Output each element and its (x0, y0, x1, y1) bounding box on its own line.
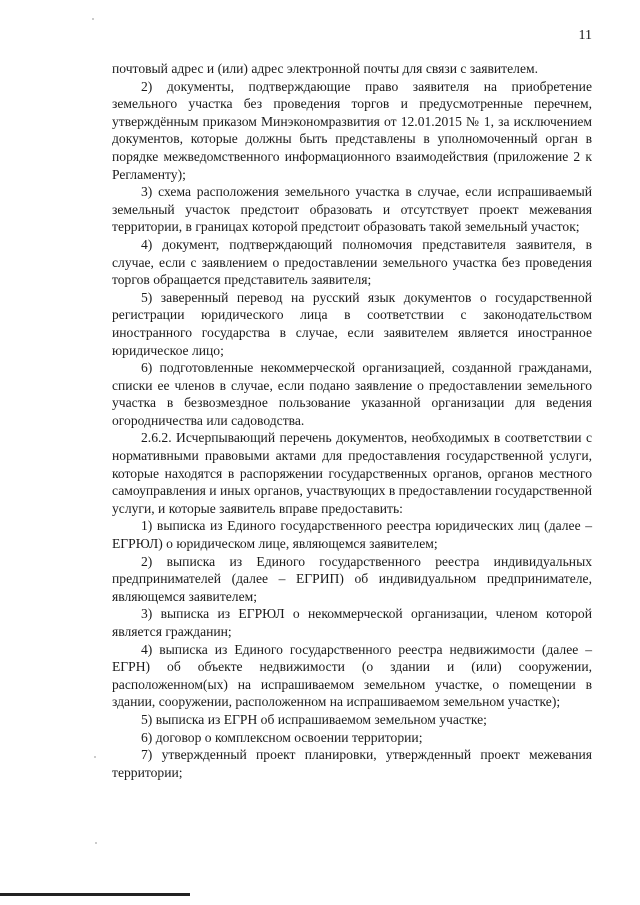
paragraph-egrul-nonprofit: 3) выписка из ЕГРЮЛ о некоммерческой организации, членом которой является гражданин; (112, 606, 592, 639)
scan-speck (92, 18, 94, 20)
paragraph-territory-agreement: 6) договор о комплексном освоении территории; (141, 729, 423, 745)
document-body (112, 60, 592, 781)
paragraph-item-5-translation: 5) заверенный перевод на русский язык документов о государственной регистрации юридического лица в соответствии с законодательством иностранного государства в случае, если заявителем является иностранное юридическое лицо; (112, 289, 592, 358)
paragraph-egrn-land: 5) выписка из ЕГРН об испрашиваемом земельном участке; (141, 711, 487, 727)
paragraph-planning-project: 7) утвержденный проект планировки, утвержденный проект межевания территории; (112, 747, 592, 780)
paragraph-item-2-documents: 2) документы, подтверждающие право заявителя на приобретение земельного участка без проведения торгов и предусмотренные перечнем, утверждённым приказом Минэкономразвития от 12.01.2015 № 1, за исключением документов, которые должны быть представлены в уполномоченный орган в порядке межведомственного информационного взаимодействия (приложение 2 к Регламенту); (112, 78, 592, 182)
footer-divider (0, 893, 190, 896)
paragraph-item-3-scheme: 3) схема расположения земельного участка в случае, если испрашиваемый земельный участок предстоит образовать и отсутствует проект межевания территории, в границах которой предстоит образовать такой земельный участок; (112, 184, 592, 235)
paragraph-egrn-building: 4) выписка из Единого государственного реестра недвижимости (далее – ЕГРН) об объекте недвижимости (о здании и (или) сооружении, расположенном(ых) на испрашиваемом земельном участке, о помещении в здании, сооружении, расположенном на испрашиваемом земельном участке); (112, 641, 592, 710)
paragraph-egrul-extract: 1) выписка из Единого государственного реестра юридических лиц (далее – ЕГРЮЛ) о юридическом лице, являющемся заявителем; (112, 518, 592, 552)
paragraph-egrip-extract: 2) выписка из Единого государственного реестра индивидуальных предпринимателей (далее – ЕГРИП) об индивидуальном предпринимателе, являющемся заявителем; (112, 553, 592, 604)
paragraph-item-4-authority: 4) документ, подтверждающий полномочия представителя заявителя, в случае, если с заявлением о предоставлении земельного участка без проведения торгов обращается представитель заявителя; (112, 236, 592, 288)
page-number: 11 (578, 28, 592, 43)
scan-speck (95, 842, 97, 844)
paragraph-item-6-member-lists: 6) подготовленные некоммерческой организацией, созданной гражданами, списки ее членов в случае, если подано заявление о предоставлении земельного участка в безвозмездное пользование указанной организации для ведения огородничества или садоводства. (112, 360, 592, 428)
scan-speck (94, 756, 96, 758)
paragraph-section-2-6-2: 2.6.2. Исчерпывающий перечень документов, необходимых в соответствии с нормативными правовыми актами для предоставления государственной услуги, которые находятся в распоряжении государственных органов, органов местного самоуправления и иных органов, участвующих в предоставлении государственной услуги, и которые заявитель вправе предоставить: (112, 430, 592, 516)
paragraph-contact-address: почтовый адрес и (или) адрес электронной почты для связи с заявителем. (112, 61, 538, 76)
